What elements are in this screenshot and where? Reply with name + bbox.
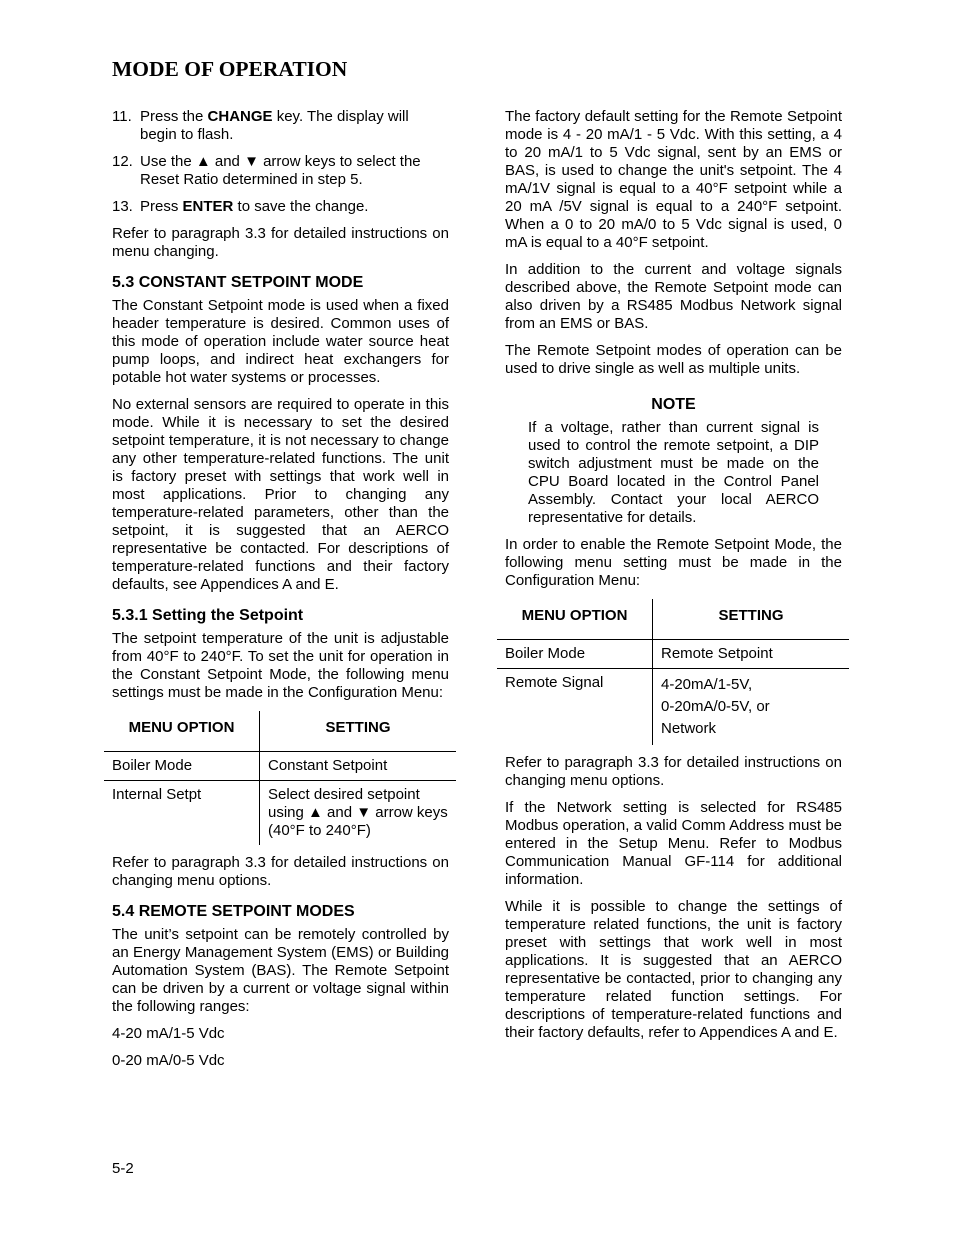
step-11: [112, 108, 449, 144]
table-cell: Select desired setpoint using ▲ and ▼ arrow keys (40°F to 240°F): [268, 786, 448, 839]
step-list: [112, 108, 449, 216]
page-number: 5-2: [112, 1160, 134, 1177]
step-number: 13.: [112, 198, 133, 215]
column-header: SETTING: [718, 607, 784, 624]
refer-paragraph: Refer to paragraph 3.3 for detailed instructions on changing menu options.: [112, 854, 449, 889]
table-cell: Constant Setpoint: [268, 757, 388, 774]
paragraph: The factory default setting for the Remote Setpoint mode is 4 - 20 mA/1 - 5 Vdc. With this setting, a 4 to 20 mA/1 to 5 Vdc signal, sent by an EMS or BAS, is used to change the unit's setpoint. The 4 mA/1V signal is equal to a 40°F setpoint while a 20 mA /5V signal is equal to a 240°F setpoint. When a 0 to 20 mA/0 to 5 Vdc signal is used, 0 mA is equal to a 40°F setpoint.: [505, 108, 842, 251]
paragraph: In addition to the current and voltage signals described above, the Remote Setpoint mode can also driven by a RS485 Modbus Network signal from an EMS or BAS.: [505, 261, 842, 332]
step-number: 11.: [112, 108, 132, 125]
table-row: [104, 781, 456, 846]
table-cell: Internal Setpt: [104, 781, 260, 846]
table-row: [497, 640, 849, 669]
constant-setpoint-menu-table: [104, 711, 456, 845]
step-13: [112, 198, 449, 216]
paragraph: The setpoint temperature of the unit is adjustable from 40°F to 240°F. To set the unit for operation in the Constant Setpoint Mode, the following menu settings must be made in the Configuration Menu:: [112, 630, 449, 701]
column-header: MENU OPTION: [104, 711, 260, 752]
note-title: NOTE: [651, 396, 696, 413]
table-cell: [653, 669, 850, 746]
step-12: [112, 153, 449, 189]
table-cell: Remote Setpoint: [661, 645, 773, 662]
step-text: to save the change.: [233, 198, 369, 215]
table-cell: Boiler Mode: [497, 640, 653, 669]
step-text: Press the: [140, 108, 208, 125]
table-row: [104, 752, 456, 781]
page-title: MODE OF OPERATION: [112, 57, 348, 81]
column-header: MENU OPTION: [497, 599, 653, 640]
section-heading-5-3-1: 5.3.1 Setting the Setpoint: [112, 607, 304, 624]
step-number: 12.: [112, 153, 133, 170]
section-heading-5-3: 5.3 CONSTANT SETPOINT MODE: [112, 274, 364, 291]
signal-option: 0-20mA/0-5V, or: [661, 698, 770, 715]
signal-option: 4-20mA/1-5V,: [661, 676, 753, 693]
paragraph: If the Network setting is selected for RS485 Modbus operation, a valid Comm Address must be entered in the Setup Menu. Refer to Modbus Communication Manual GF-114 for additional information.: [505, 799, 842, 888]
paragraph: In order to enable the Remote Setpoint Mode, the following menu setting must be made in the Configuration Menu:: [505, 536, 842, 589]
change-key-label: CHANGE: [207, 108, 273, 125]
table-cell: Boiler Mode: [104, 752, 260, 781]
step-text: Press: [140, 198, 183, 215]
column-header: SETTING: [325, 719, 391, 736]
refer-paragraph: Refer to paragraph 3.3 for detailed instructions on menu changing.: [112, 225, 449, 260]
signal-range: 0-20 mA/0-5 Vdc: [112, 1052, 225, 1069]
table-header-row: [497, 599, 849, 640]
remote-setpoint-menu-table: [497, 599, 849, 745]
table-row: [497, 669, 849, 746]
paragraph: The Constant Setpoint mode is used when a fixed header temperature is desired. Common uses of this mode of operation include water source heat pump loops, and indirect heat exchangers for potable hot water systems or processes.: [112, 297, 449, 386]
enter-key-label: ENTER: [182, 198, 234, 215]
signal-range: 4-20 mA/1-5 Vdc: [112, 1025, 225, 1042]
step-text: Use the ▲ and ▼ arrow keys to select the Reset Ratio determined in step 5.: [140, 153, 421, 188]
paragraph: While it is possible to change the settings of temperature related functions, the unit is factory preset with settings that work well in most applications. It is suggested that an AERCO representative be contacted, prior to changing any temperature related function settings. For descriptions of temperature-related functions and their factory defaults, refer to Appendices A and E.: [505, 898, 842, 1041]
refer-paragraph: Refer to paragraph 3.3 for detailed instructions on changing menu options.: [505, 754, 842, 789]
right-column: [505, 108, 842, 1051]
left-column: [112, 108, 449, 1079]
table-header-row: [104, 711, 456, 752]
paragraph: The unit’s setpoint can be remotely controlled by an Energy Management System (EMS) or Building Automation System (BAS). The Remote Setpoint can be driven by a current or voltage signal within the following ranges:: [112, 926, 449, 1015]
table-cell: Remote Signal: [497, 669, 653, 746]
section-heading-5-4: 5.4 REMOTE SETPOINT MODES: [112, 903, 355, 920]
step-text: key. The display will begin to flash.: [140, 108, 409, 143]
paragraph: The Remote Setpoint modes of operation can be used to drive single as well as multiple units.: [505, 342, 842, 377]
note-body: If a voltage, rather than current signal is used to control the remote setpoint, a DIP switch adjustment must be made on the CPU Board located in the Control Panel Assembly. Contact your local AERCO representative for details.: [528, 419, 819, 526]
paragraph: No external sensors are required to operate in this mode. While it is necessary to set the desired setpoint temperature, it is not necessary to change any other temperature-related functions. The unit is factory preset with settings that work well in most applications. Prior to changing any temperature-related parameters, other than the setpoint, it is suggested that an AERCO representative be contacted. For descriptions of temperature-related functions and their factory defaults, see Appendices A and E.: [112, 396, 449, 593]
signal-option: Network: [661, 720, 717, 737]
